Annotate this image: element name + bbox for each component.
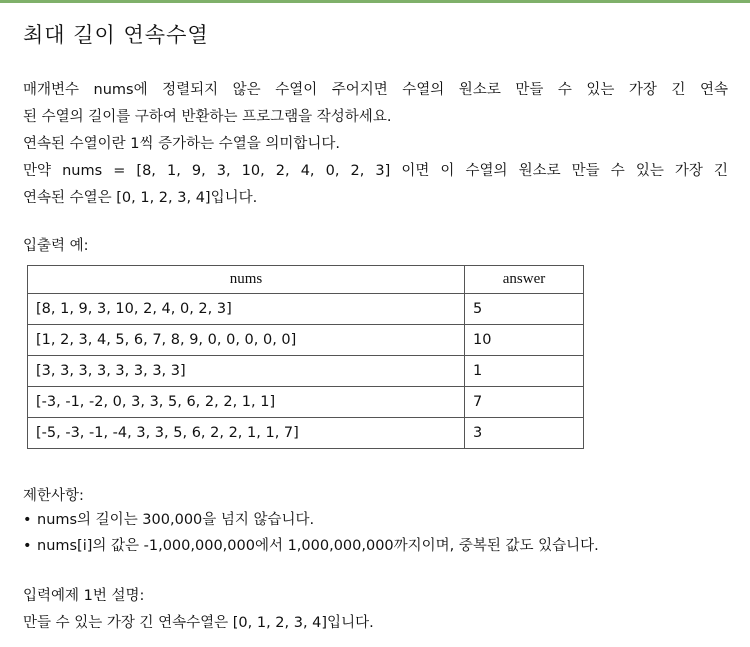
table-header-row xyxy=(28,266,584,294)
answer-cell: 1 xyxy=(465,356,584,387)
io-example-label: 입출력 예: xyxy=(23,238,89,254)
constraints-label: 제한사항: xyxy=(23,488,84,504)
table-row xyxy=(28,356,584,387)
constraint-item: • nums의 길이는 300,000을 넘지 않습니다. xyxy=(23,507,599,533)
column-header-nums: nums xyxy=(28,266,465,294)
nums-cell: [3, 3, 3, 3, 3, 3, 3, 3] xyxy=(28,356,465,387)
description-line: 만약 nums = [8, 1, 9, 3, 10, 2, 4, 0, 2, 3] 이면 이 수열의 원소로 만들 수 있는 가장 긴 xyxy=(23,163,728,179)
problem-description xyxy=(23,77,728,212)
answer-cell: 5 xyxy=(465,294,584,325)
description-line: 된 수열의 길이를 구하여 반환하는 프로그램을 작성하세요. xyxy=(23,109,392,125)
nums-cell: [8, 1, 9, 3, 10, 2, 4, 0, 2, 3] xyxy=(28,294,465,325)
description-line: 연속된 수열은 [0, 1, 2, 3, 4]입니다. xyxy=(23,190,258,206)
table-row xyxy=(28,418,584,449)
io-example-table xyxy=(27,265,584,449)
description-line: 매개변수 nums에 정렬되지 않은 수열이 주어지면 수열의 원소로 만들 수 있는 가장 긴 연속 xyxy=(23,82,728,98)
answer-cell: 10 xyxy=(465,325,584,356)
nums-cell: [-3, -1, -2, 0, 3, 3, 5, 6, 2, 2, 1, 1] xyxy=(28,387,465,418)
top-accent-rule xyxy=(0,0,750,3)
column-header-answer: answer xyxy=(465,266,584,294)
explanation-text: 만들 수 있는 가장 긴 연속수열은 [0, 1, 2, 3, 4]입니다. xyxy=(23,615,374,631)
constraints-list xyxy=(23,507,599,559)
description-line: 연속된 수열이란 1씩 증가하는 수열을 의미합니다. xyxy=(23,136,341,152)
table-row xyxy=(28,294,584,325)
explanation-label: 입력예제 1번 설명: xyxy=(23,588,145,604)
answer-cell: 7 xyxy=(465,387,584,418)
answer-cell: 3 xyxy=(465,418,584,449)
nums-cell: [-5, -3, -1, -4, 3, 3, 5, 6, 2, 2, 1, 1, 7] xyxy=(28,418,465,449)
table-row xyxy=(28,387,584,418)
constraint-item: • nums[i]의 값은 -1,000,000,000에서 1,000,000,000까지이며, 중복된 값도 있습니다. xyxy=(23,533,599,559)
table-row xyxy=(28,325,584,356)
page-title: 최대 길이 연속수열 xyxy=(23,23,209,47)
nums-cell: [1, 2, 3, 4, 5, 6, 7, 8, 9, 0, 0, 0, 0, 0] xyxy=(28,325,465,356)
